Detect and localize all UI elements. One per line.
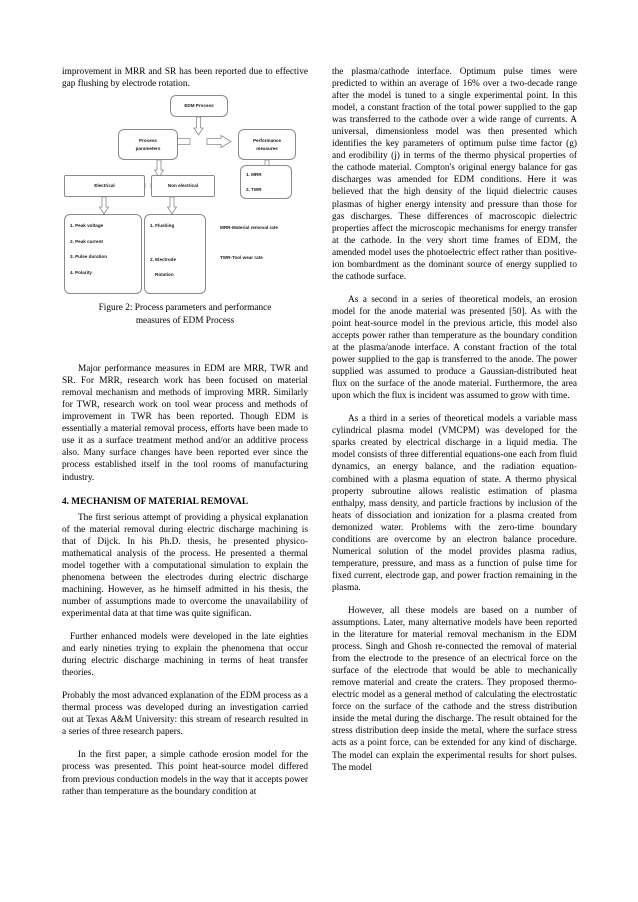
intro-paragraph: improvement in MRR and SR has been reported due to effective gap flushing by electrode rotation. bbox=[62, 67, 308, 90]
paragraph-thermal-process: Probably the most advanced explanation of the EDM process as a thermal process was developed during an investigation carried out at Texas A&M University: this stream of research resulted in a series of three research papers. bbox=[62, 691, 308, 738]
node-performance-measures: Performance measures bbox=[238, 129, 296, 160]
node-non-electrical: Non electrical bbox=[151, 175, 215, 197]
paragraph-first-paper: In the first paper, a simple cathode erosion model for the process was presented. This point heat-source model differed from previous conduction models in the way that it accepts power rather than temperature as the boundary condition at bbox=[62, 750, 308, 797]
paragraph-alternative-models: However, all these models are based on a number of assumptions. Later, many alternative models have been reported in the literature for material removal mechanism in the EDM process. Singh and Ghosh re-connected the removal of material from the electrode to the presence of an electrical force on the surface of the electrode that would be able to mechanically remove material and create the craters. They proposed thermo-electric model as a general method of calculating the electrostatic force on the surface of the cathode and the stress distribution inside the metal during the discharge. The result obtained for the stress distribution deep inside the metal, where the surface stress acts as a point force, can be extended for any kind of discharge. The model can explain the experimental results for short pulses. The model bbox=[332, 605, 577, 773]
node-performance-measures-list: 1. MRR 2. TWR bbox=[240, 165, 292, 199]
legend-mrr: MRR-Material removal rate bbox=[220, 225, 278, 231]
paragraph-plasma-cathode-interface: the plasma/cathode interface. Optimum pulse times were predicted to within an average of 16% over a two-decade range after the model is tuned to a single experimental point. In this model, a constant fraction of the total power supplied to the gap was transferred to the cathode over a wide range of currents. A universal, dimensionless model was then presented which identifies the key parameters of optimum pulse time factor (g) and erodibility (j) in terms of the thermo physical properties of the cathode material. Compton's original energy balance for gas discharges was amended for EDM conditions. Here it was believed that the high density of the liquid dielectric causes plasmas of higher energy intensity and pressure than those for gas discharges. These differences of macroscopic dielectric properties affect the microscopic mechanisms for energy transfer at the cathode. In the very short time frames of EDM, the amended model uses the photoelectric effect rather than positive-ion bombardment as the dominant source of energy supplied to the cathode surface. bbox=[332, 67, 577, 282]
section-heading-mechanism: 4. MECHANISM OF MATERIAL REMOVAL bbox=[62, 496, 249, 507]
figure-caption-line-1: Figure 2: Process parameters and performance bbox=[98, 303, 272, 314]
node-process-parameters: Process parameters bbox=[118, 129, 178, 160]
left-column bbox=[62, 66, 308, 856]
legend-twr: TWR-Tool wear rate bbox=[220, 255, 263, 261]
figure-caption-line-2: measures of EDM Process bbox=[135, 315, 235, 326]
two-column-layout bbox=[62, 66, 577, 856]
paragraph-performance-measures: Major performance measures in EDM are MRR, TWR and SR. For MRR, research work has been focused on material removal mechanism and methods of improving MRR. Similarly for TWR, research work on tool wear process and methods of improvement in TWR has been reported. Though EDM is essentially a material removal process, efforts have been made to use it as a surface treatment method and/or an additive process also. Many surface changes have been reported ever since the process established itself in the tool rooms of manufacturing industry. bbox=[62, 364, 308, 483]
paragraph-dijck: The first serious attempt of providing a physical explanation of the material removal during electric discharge machining is that of Dijck. In his Ph.D. thesis, he presented physico- mathematical analysis of the process. He presented a thermal model together with a computational simulation to explain the phenomena between the electrodes during electric discharge machining. However, as he himself admitted in his thesis, the number of assumptions made to overcome the unavailability of experimental data at that time was quite significan. bbox=[62, 512, 308, 619]
node-electrical-parameters-list: 1. Peak voltage 2. Peak current 3. Pulse duration 4. Polarity bbox=[64, 214, 142, 294]
paragraph-third-model: As a third in a series of theoretical models a variable mass cylindrical plasma model (VMCPM) was developed for the sparks created by electrical discharge in a liquid media. The model consists of three differential equations-one each from fluid dynamics, an energy balance, and the radiation equation-combined with a plasma equation of state. A thermo physical property subroutine allows realistic estimation of plasma enthalpy, mass density, and particle fractions by inclusion of the heats of dissociation and ionization for a plasma created from demonized water. Problems with the zero-time boundary conditions are overcome by an electron balance procedure. Numerical solution of the model provides plasma radius, temperature, pressure, and mass as a function of pulse time for fixed current, electrode gap, and power fraction remaining in the plasma. bbox=[332, 414, 577, 593]
figure-caption bbox=[62, 302, 308, 327]
edm-process-diagram bbox=[62, 90, 308, 295]
figure-2 bbox=[62, 90, 308, 352]
paragraph-second-model: As a second in a series of theoretical models, an erosion model for the anode material was presented [50]. As with the point heat-source model in the previous article, this model also accepts power rather than temperature as the boundary condition at the plasma/anode interface. A constant fraction of the total power supplied to the gap is transferred to the anode. The power supplied was assumed to produce a Gaussian-distributed heat flux on the surface of the anode material. Furthermore, the area upon which the flux is incident was assumed to grow with time. bbox=[332, 294, 577, 402]
right-column bbox=[332, 66, 577, 856]
node-edm-process: EDM Process bbox=[170, 95, 228, 117]
node-electrical: Electrical bbox=[64, 175, 145, 197]
node-non-electrical-parameters-list: 1. Flushing 2. Electrode Rotation bbox=[144, 214, 206, 294]
paragraph-enhanced-models: Further enhanced models were developed in the late eighties and early nineties trying to explain the phenomena that occur during electric discharge machining in terms of heat transfer theories. bbox=[62, 632, 308, 679]
